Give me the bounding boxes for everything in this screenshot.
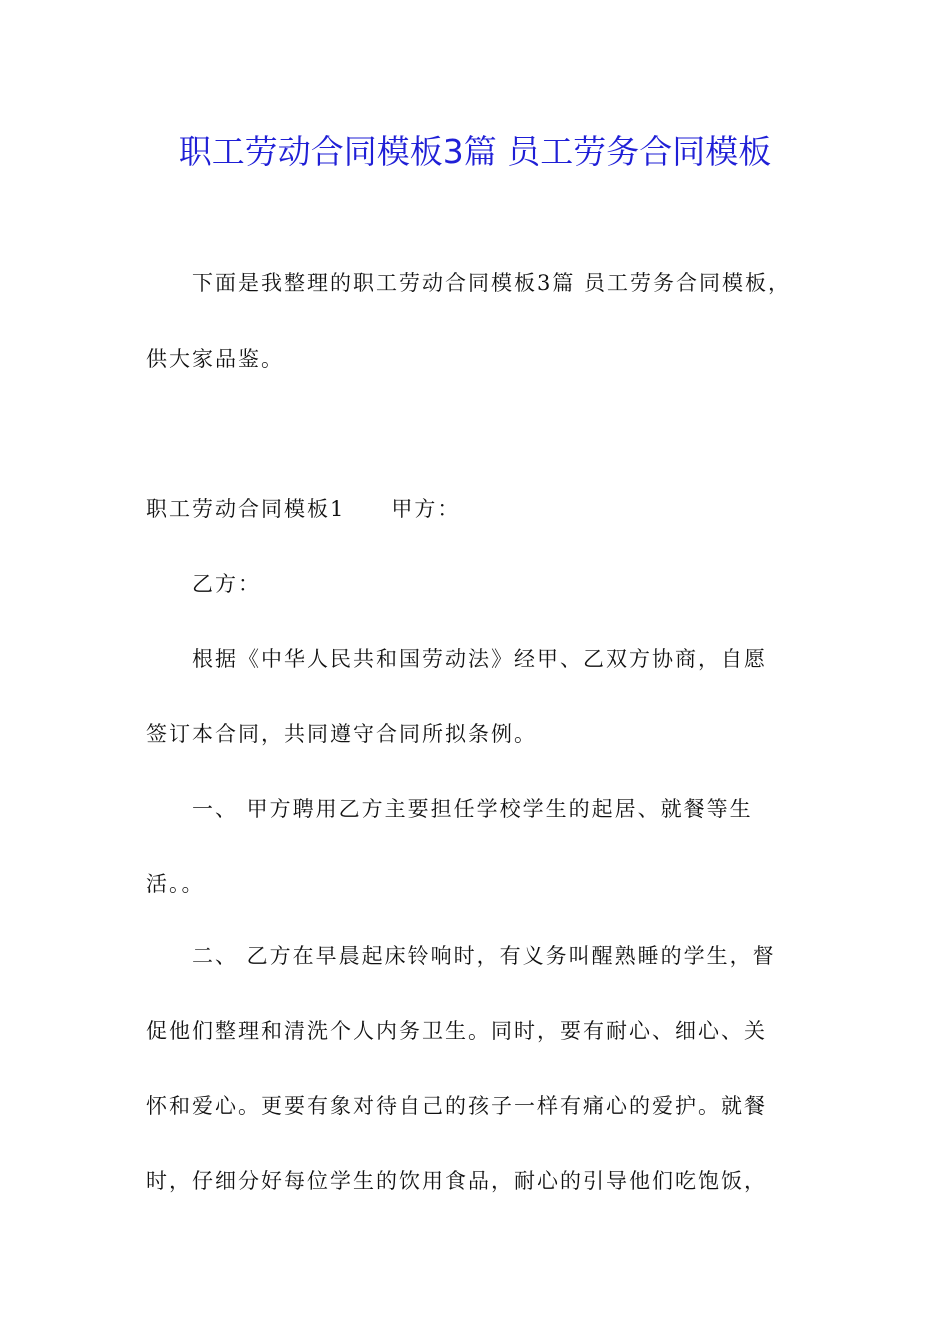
paragraph-intro-line-1: 下面是我整理的职工劳动合同模板3篇 员工劳务合同模板， (192, 271, 792, 295)
party-b-label: 乙方： (192, 572, 261, 596)
clause-1-line-1: 一、 甲方聘用乙方主要担任学校学生的起居、就餐等生 (192, 797, 753, 821)
clause-2-line-2: 促他们整理和清洗个人内务卫生。同时，要有耐心、细心、关 (146, 1019, 767, 1043)
section-heading-template-1: 职工劳动合同模板1 甲方： (146, 497, 461, 521)
clause-2-line-4: 时，仔细分好每位学生的饮用食品，耐心的引导他们吃饱饭， (146, 1169, 767, 1193)
clause-1-line-2: 活。。 (146, 872, 205, 896)
paragraph-basis-line-1: 根据《中华人民共和国劳动法》经甲、乙双方协商，自愿 (192, 647, 767, 671)
clause-2-line-3: 怀和爱心。更要有象对待自己的孩子一样有痛心的爱护。就餐 (146, 1094, 767, 1118)
document-title: 职工劳动合同模板3篇 员工劳务合同模板 (178, 132, 772, 171)
clause-2-line-1: 二、 乙方在早晨起床铃响时，有义务叫醒熟睡的学生，督 (192, 944, 776, 968)
paragraph-intro-line-2: 供大家品鉴。 (146, 347, 284, 371)
paragraph-basis-line-2: 签订本合同，共同遵守合同所拟条例。 (146, 722, 537, 746)
